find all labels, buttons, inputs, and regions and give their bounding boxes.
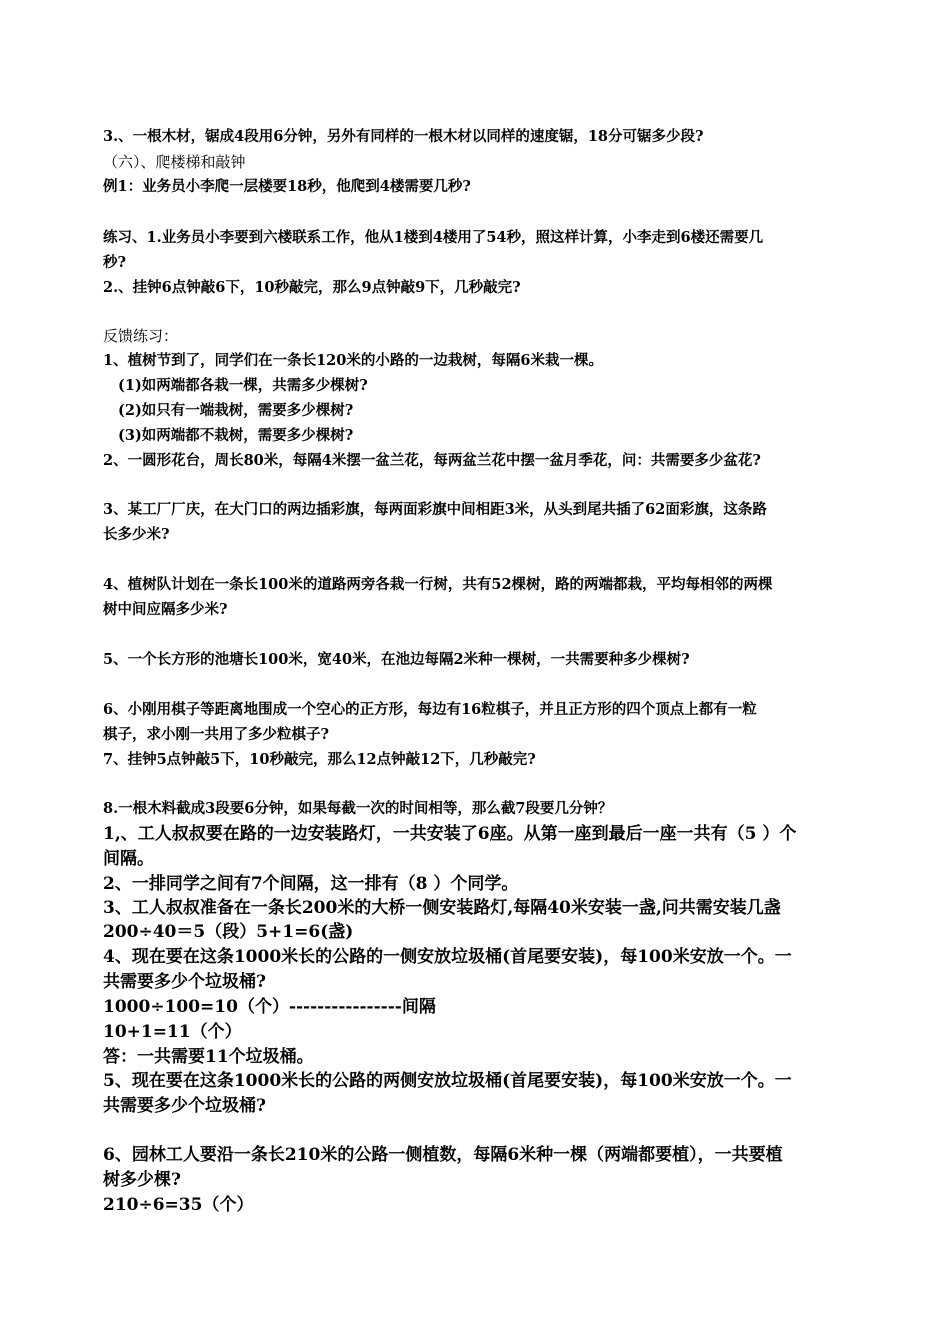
answer-4-line-1: 4、现在要在这条1000米长的公路的一侧安放垃圾桶(首尾要安装)，每100米安放一个。一 <box>103 947 792 967</box>
feedback-q2: 2、一圆形花台，周长80米，每隔4米摆一盆兰花，每两盆兰花中摆一盆月季花，问：共需要多少盆花? <box>103 452 761 469</box>
feedback-q8: 8.一根木料截成3段要6分钟，如果每截一次的时间相等，那么截7段要几分钟？ <box>103 800 613 817</box>
practice-2: 2.、挂钟6点钟敲6下，10秒敲完，那么9点钟敲9下，几秒敲完? <box>103 279 521 296</box>
feedback-q4-line-2: 树中间应隔多少米? <box>103 601 228 618</box>
answer-4-step-1: 1000÷100=10（个）----------------间隔 <box>103 997 436 1017</box>
answer-6-line-1: 6、园林工人要沿一条长210米的公路一侧植数，每隔6米种一棵（两端都要植），一共要植 <box>103 1145 783 1165</box>
feedback-q1: 1、植树节到了，同学们在一条长120米的小路的一边栽树，每隔6米栽一棵。 <box>103 352 603 369</box>
feedback-q3-line-2: 长多少米? <box>103 526 170 543</box>
feedback-q1-part-2: (2)如只有一端栽树，需要多少棵树? <box>118 402 354 419</box>
feedback-q6-line-1: 6、小刚用棋子等距离地围成一个空心的正方形，每边有16粒棋子，并且正方形的四个顶点上都有一粒 <box>103 701 757 718</box>
answer-4-conclusion: 答：一共需要11个垃圾桶。 <box>103 1047 314 1067</box>
answer-5-line-2: 共需要多少个垃圾桶? <box>103 1096 266 1116</box>
feedback-q7: 7、挂钟5点钟敲5下，10秒敲完，那么12点钟敲12下，几秒敲完? <box>103 751 536 768</box>
practice-1-line-2: 秒? <box>103 254 126 271</box>
answer-6-line-2: 树多少棵? <box>103 1170 181 1190</box>
practice-1-line-1: 练习、1.业务员小李要到六楼联系工作，他从1楼到4楼用了54秒，照这样计算，小李走到6楼还需要几 <box>103 229 764 246</box>
section-heading-stairs-bell: （六）、爬楼梯和敲钟 <box>103 153 246 171</box>
answer-3: 3、工人叔叔准备在一条长200米的大桥一侧安装路灯,每隔40米安装一盏,问共需安装几盏 <box>103 898 781 918</box>
question-wood-saw: 3.、一根木材，锯成4段用6分钟，另外有同样的一根木材以同样的速度锯，18分可锯多少段? <box>103 128 704 145</box>
answer-5-line-1: 5、现在要在这条1000米长的公路的两侧安放垃圾桶(首尾要安装)，每100米安放一个。一 <box>103 1071 792 1091</box>
answer-3-solution: 200÷40＝5（段）5+1=6(盏) <box>103 922 354 942</box>
feedback-q4-line-1: 4、植树队计划在一条长100米的道路两旁各栽一行树，共有52棵树，路的两端都栽，平均每相邻的两棵 <box>103 576 773 593</box>
answer-6-solution: 210÷6=35（个） <box>103 1195 254 1215</box>
answer-1-line-1: 1,、工人叔叔要在路的一边安装路灯，一共安装了6座。从第一座到最后一座一共有（5 ）个 <box>103 824 797 844</box>
answer-1-line-2: 间隔。 <box>103 849 154 869</box>
feedback-q6-line-2: 棋子，求小刚一共用了多少粒棋子? <box>103 726 329 743</box>
feedback-q1-part-1: (1)如两端都各栽一棵，共需多少棵树? <box>118 377 368 394</box>
feedback-q3-line-1: 3、某工厂厂庆，在大门口的两边插彩旗，每两面彩旗中间相距3米，从头到尾共插了62面彩旗，这条路 <box>103 501 767 518</box>
example-1: 例1：业务员小李爬一层楼要18秒，他爬到4楼需要几秒? <box>103 178 471 195</box>
answer-2: 2、一排同学之间有7个间隔，这一排有（8 ）个同学。 <box>103 874 519 894</box>
feedback-q5: 5、一个长方形的池塘长100米，宽40米，在池边每隔2米种一棵树，一共需要种多少棵树? <box>103 651 690 668</box>
feedback-q1-part-3: (3)如两端都不栽树，需要多少棵树? <box>118 427 354 444</box>
answer-4-step-2: 10+1=11（个） <box>103 1022 242 1042</box>
feedback-heading: 反馈练习： <box>103 327 179 345</box>
answer-4-line-2: 共需要多少个垃圾桶? <box>103 972 266 992</box>
